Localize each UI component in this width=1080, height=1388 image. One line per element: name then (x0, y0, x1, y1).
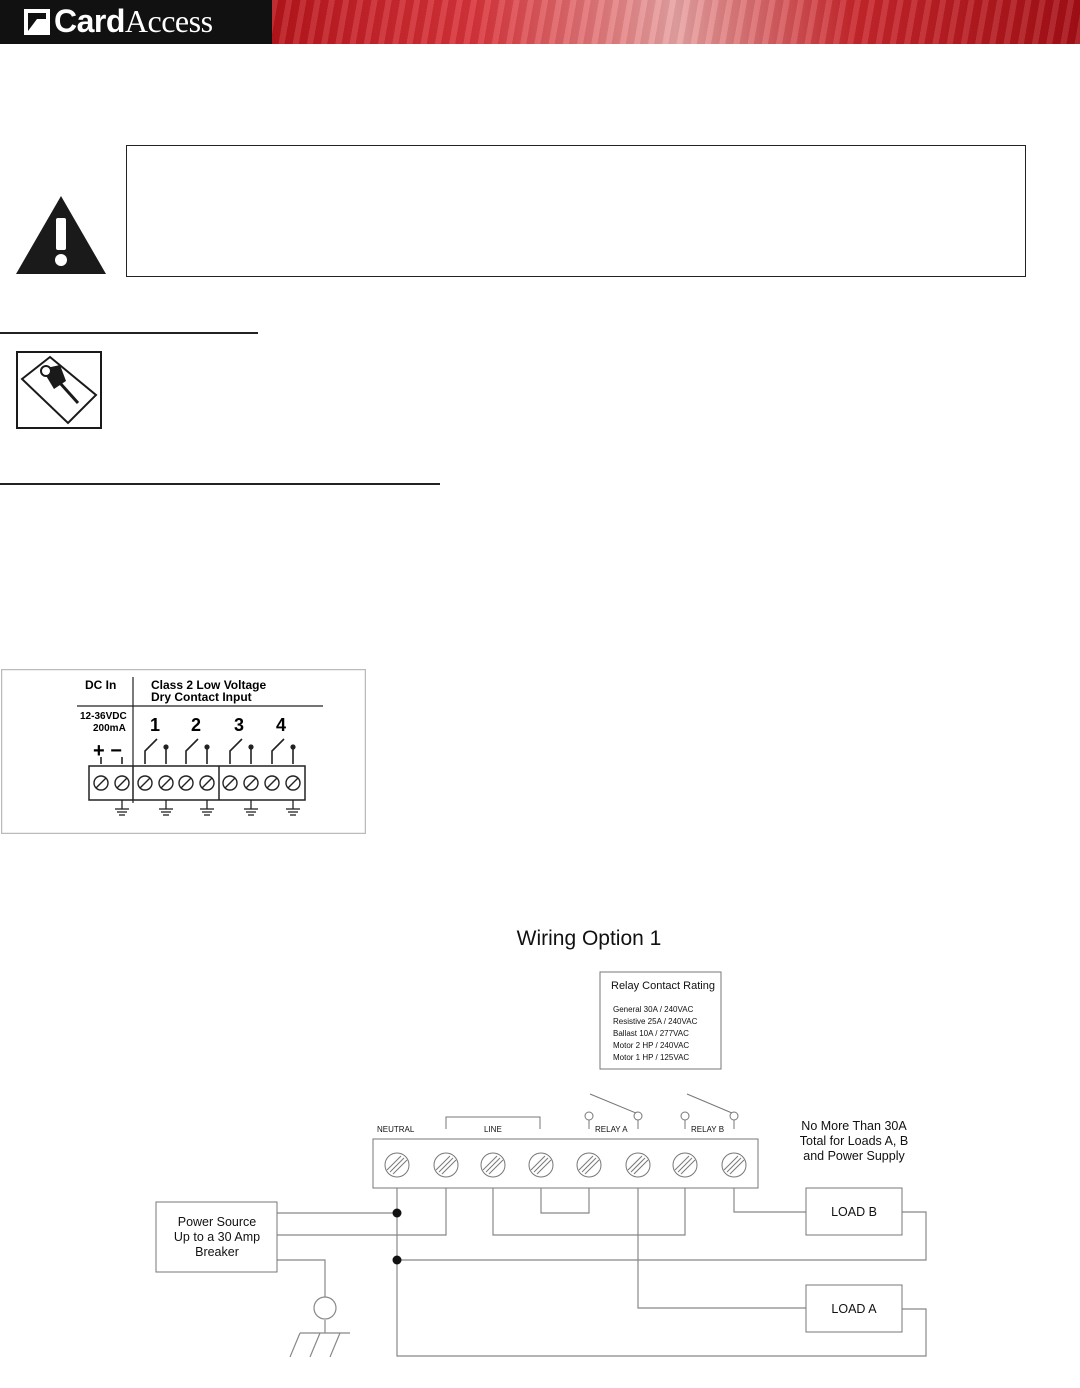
logo (0, 0, 272, 44)
page-header (0, 0, 1080, 44)
power-source-line: Power Source (177, 1215, 257, 1229)
load-a-label: LOAD A (831, 1302, 877, 1316)
brand-regular: Access (124, 3, 213, 39)
ground-connector-icon (314, 1297, 336, 1319)
brand-bold: Card (54, 3, 125, 39)
warning-box (126, 145, 1026, 277)
power-source-line: Breaker (195, 1245, 239, 1259)
logo-mark-icon (24, 9, 50, 35)
wiring-title: Wiring Option 1 (516, 927, 662, 950)
dc-in-label: DC In (85, 678, 117, 692)
pushpin-note-icon (16, 351, 102, 429)
relay-terminal-strip (373, 1139, 758, 1188)
rating-line: General 30A / 240VAC (613, 1005, 694, 1014)
input-label-line2: Dry Contact Input (151, 690, 252, 704)
relay-a-label: RELAY A (595, 1125, 628, 1134)
voltage-label: 12-36VDC (80, 711, 127, 722)
junction-dot (393, 1256, 402, 1265)
rating-line: Resistive 25A / 240VAC (613, 1017, 698, 1026)
channel-4-label: 4 (276, 715, 287, 735)
load-b-label: LOAD B (831, 1205, 877, 1219)
section-rule (0, 483, 440, 485)
channel-3-label: 3 (234, 715, 245, 735)
warning-triangle-icon (14, 194, 108, 276)
channel-2-label: 2 (191, 715, 202, 735)
capacity-note-line: Total for Loads A, B (799, 1134, 909, 1148)
line-label: LINE (484, 1125, 502, 1134)
rating-line: Ballast 10A / 277VAC (613, 1029, 689, 1038)
junction-dot (393, 1209, 402, 1218)
wiring-diagram (150, 915, 940, 1365)
capacity-note-line: No More Than 30A (801, 1119, 907, 1133)
power-source-line: Up to a 30 Amp (173, 1230, 261, 1244)
neutral-label: NEUTRAL (377, 1125, 415, 1134)
polarity-label: + − (93, 740, 122, 762)
current-label: 200mA (93, 723, 126, 734)
section-rule (0, 332, 258, 334)
terminal-block-figure (1, 669, 366, 834)
input-label-line1: Class 2 Low Voltage (151, 678, 267, 692)
relay-rating-heading: Relay Contact Rating (611, 980, 715, 992)
header-banner (272, 0, 1080, 44)
relay-b-label: RELAY B (691, 1125, 725, 1134)
rating-line: Motor 2 HP / 240VAC (613, 1041, 690, 1050)
rating-line: Motor 1 HP / 125VAC (613, 1053, 690, 1062)
logo-text (54, 3, 213, 40)
capacity-note-line: and Power Supply (803, 1149, 905, 1163)
relay-switch-symbols (585, 1094, 738, 1129)
channel-1-label: 1 (150, 715, 161, 735)
